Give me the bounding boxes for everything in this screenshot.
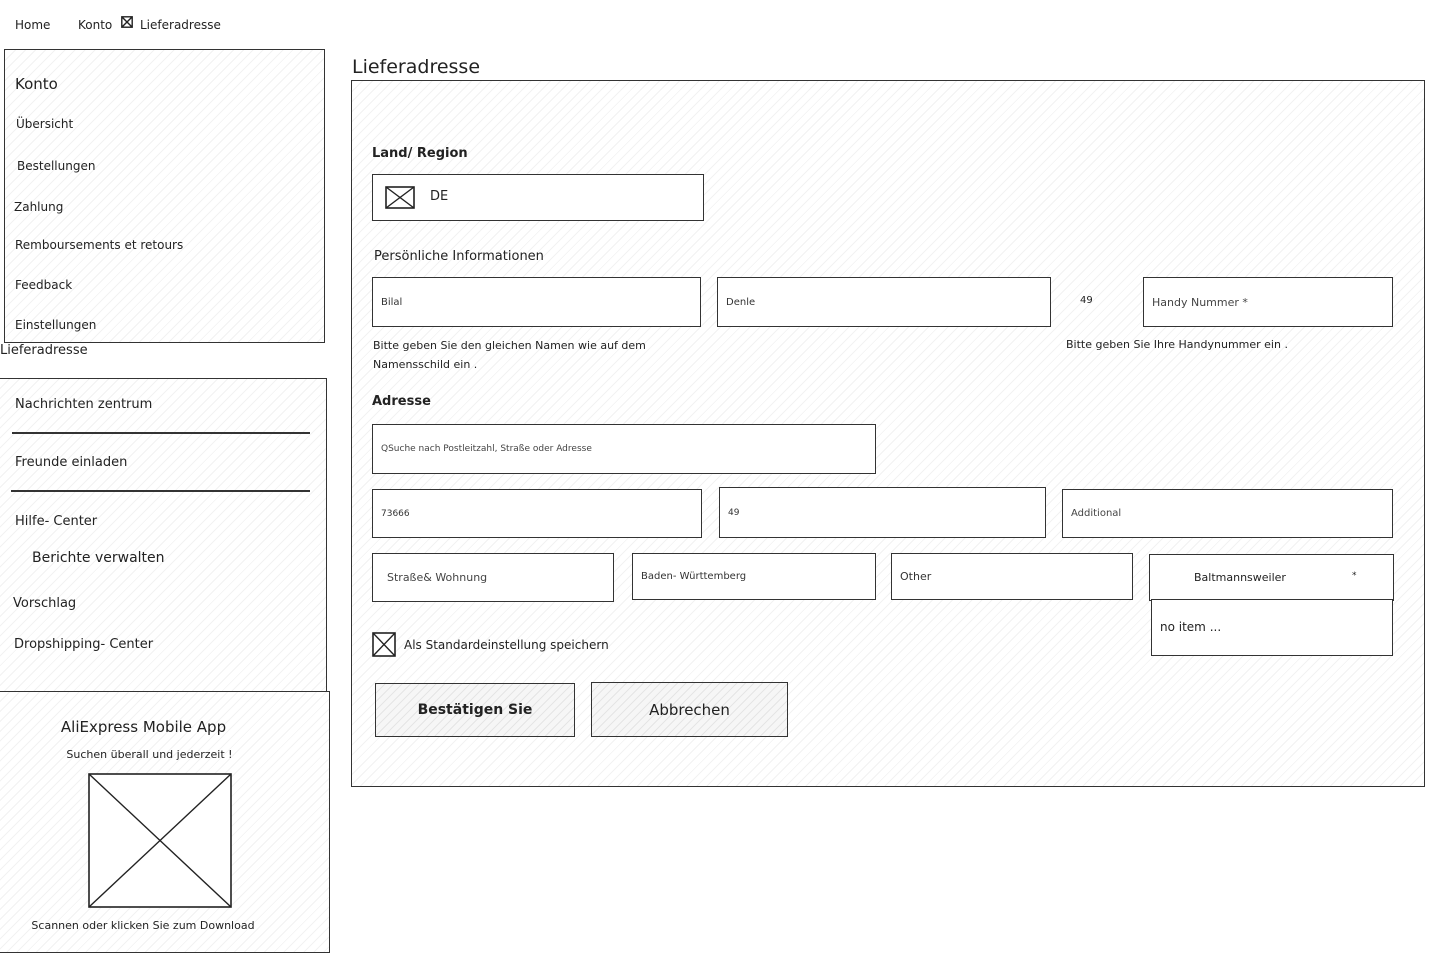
save-default-label: Als Standardeinstellung speichern — [404, 638, 609, 652]
phone-input[interactable] — [1143, 277, 1393, 327]
account-menu-heading: Konto — [15, 75, 58, 93]
sidebar-item-nachrichten[interactable]: Nachrichten zentrum — [15, 397, 153, 412]
country-value: DE — [430, 189, 449, 204]
other-input[interactable] — [891, 553, 1133, 600]
divider — [12, 432, 310, 434]
save-default-checkbox[interactable] — [372, 632, 396, 657]
first-name-input[interactable] — [372, 277, 701, 327]
app-promo-caption: Scannen oder klicken Sie zum Download — [31, 919, 255, 932]
sidebar-item-einstellungen[interactable]: Einstellungen — [15, 318, 97, 332]
app-promo-subtitle: Suchen überall und jederzeit ! — [66, 748, 233, 761]
city-dropdown-value: Baltmannsweiler — [1194, 571, 1286, 584]
country-code: 49 — [1080, 295, 1093, 306]
account-menu-panel — [4, 49, 325, 343]
additional-input[interactable] — [1062, 489, 1393, 538]
sidebar-item-vorschlag[interactable]: Vorschlag — [13, 596, 77, 611]
address-label: Adresse — [372, 394, 431, 409]
cancel-button[interactable]: Abbrechen — [591, 682, 788, 737]
house-number-input[interactable] — [719, 487, 1046, 538]
sidebar-item-freunde[interactable]: Freunde einladen — [15, 455, 128, 470]
chevron-down-icon: * — [1352, 571, 1357, 581]
sidebar-item-hilfe[interactable]: Hilfe- Center — [15, 514, 98, 529]
sidebar-item-dropshipping[interactable]: Dropshipping- Center — [14, 637, 154, 652]
country-flag-icon — [385, 186, 415, 209]
address-search-input[interactable] — [372, 424, 876, 474]
sidebar-item-berichte[interactable]: Berichte verwalten — [32, 550, 165, 566]
state-input[interactable] — [632, 553, 876, 600]
divider — [11, 490, 310, 492]
breadcrumb-separator-icon — [121, 16, 133, 28]
breadcrumb-konto[interactable]: Konto — [78, 18, 113, 32]
sidebar-item-uebersicht[interactable]: Übersicht — [16, 117, 74, 131]
personal-info-label: Persönliche Informationen — [374, 249, 544, 264]
sidebar-item-bestellungen[interactable]: Bestellungen — [17, 159, 96, 173]
qr-code-image[interactable] — [88, 773, 232, 908]
sidebar-item-zahlung[interactable]: Zahlung — [14, 200, 64, 214]
name-hint: Bitte geben Sie den gleichen Namen wie auf dem Namensschild ein . — [373, 339, 646, 371]
street-input[interactable] — [372, 553, 614, 602]
country-label: Land/ Region — [372, 146, 468, 161]
last-name-input[interactable] — [717, 277, 1051, 327]
page-title: Lieferadresse — [352, 56, 481, 78]
sidebar-item-feedback[interactable]: Feedback — [15, 278, 73, 292]
zip-input[interactable] — [372, 489, 702, 538]
breadcrumb-home[interactable]: Home — [15, 18, 51, 32]
app-promo-title: AliExpress Mobile App — [60, 718, 227, 736]
country-select[interactable] — [372, 174, 704, 221]
breadcrumb-current: Lieferadresse — [140, 18, 221, 32]
sidebar-item-lieferadresse[interactable]: Lieferadresse — [0, 343, 88, 358]
sidebar-item-remboursements[interactable]: Remboursements et retours — [15, 238, 184, 252]
phone-hint: Bitte geben Sie Ihre Handynummer ein . — [1066, 338, 1288, 351]
city-dropdown-empty: no item ... — [1160, 620, 1222, 634]
confirm-button[interactable]: Bestätigen Sie — [375, 683, 575, 737]
